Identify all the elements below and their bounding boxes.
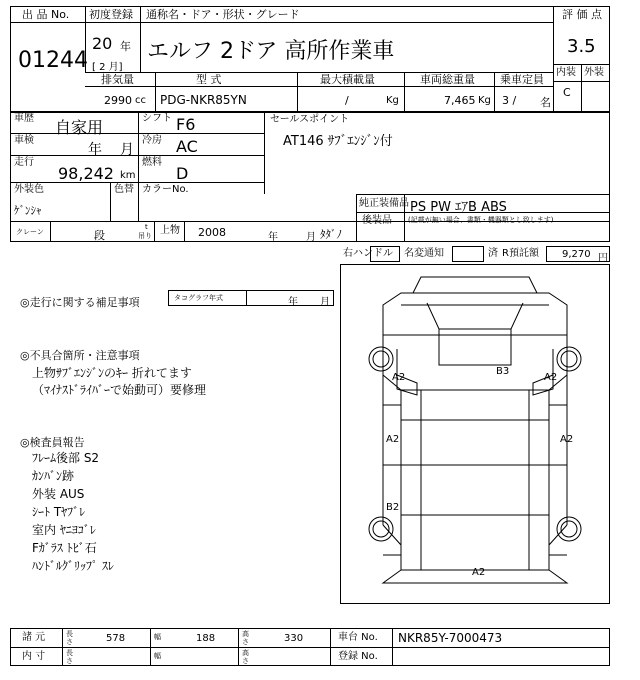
length-value: 578 <box>106 633 126 644</box>
ac-label: 冷房 <box>142 135 162 146</box>
year-unit: 年 <box>120 40 131 53</box>
divider <box>553 6 554 112</box>
divider <box>10 133 264 134</box>
inspector-line: 室内 ﾔﾆﾖｺﾞﾚ <box>32 523 96 537</box>
height-label: 高さ <box>242 630 249 646</box>
displacement-label: 排気量 <box>101 73 134 86</box>
model-code-value: PDG-NKR85YN <box>160 93 247 107</box>
inspector-line: ｶﾝﾊﾞﾝ跡 <box>32 469 75 483</box>
divider <box>150 628 151 666</box>
fuel-label: 燃料 <box>142 157 162 168</box>
divider <box>494 72 495 112</box>
divider <box>356 194 610 195</box>
dims-label: 諸 元 <box>22 632 46 643</box>
chassis-label: 車台 No. <box>338 632 378 643</box>
gross-weight-label: 車両総重量 <box>420 73 475 86</box>
model-name: エルフ 2ドア 高所作業車 <box>147 39 395 64</box>
inspector-line: ﾌﾚｰﾑ後部 S2 <box>32 451 100 465</box>
divider <box>356 194 357 242</box>
divider <box>138 112 139 222</box>
defects-title: ◎不具合箇所・注意事項 <box>20 349 140 362</box>
inspection-label: 車検 <box>14 135 34 146</box>
defect-line: （ﾏｲﾅｽﾄﾞﾗｲﾊﾞｰで始動可）要修理 <box>32 383 207 397</box>
max-load-value: / <box>345 94 349 107</box>
sales-point-label: セールスポイント <box>270 114 350 125</box>
accessories-note: (記載が無い場合、書類・機器類とし致します) <box>408 216 554 224</box>
divider <box>10 22 85 23</box>
inspector-line: ﾊﾝﾄﾞﾙｸﾞﾘｯﾌﾟ ｽﾚ <box>32 559 114 573</box>
max-load-unit: Kg <box>386 95 399 106</box>
body-year: 2008 <box>198 226 226 239</box>
fuel-value: D <box>176 164 189 183</box>
divider <box>246 290 247 306</box>
sales-point-text: AT146 ｻﾌﾞｴﾝｼﾞﾝ付 <box>283 134 393 149</box>
divider <box>140 6 141 72</box>
mileage-value: 98,242 <box>58 164 114 183</box>
damage-mark: A2 <box>544 372 558 383</box>
history-value: 自家用 <box>55 118 104 137</box>
score-value: 3.5 <box>567 36 596 57</box>
capacity-label: 乗車定員 <box>500 73 544 86</box>
divider <box>10 182 264 183</box>
shift-value: F6 <box>176 115 196 134</box>
interior-dims-label: 内 寸 <box>22 651 46 662</box>
width-label: 幅 <box>154 633 161 641</box>
inspection-month: 月 <box>120 142 134 158</box>
damage-mark: A2 <box>392 372 406 383</box>
crane-t: t <box>145 223 148 231</box>
reg-label: 登録 No. <box>338 651 378 662</box>
tacho-label: タコグラフ年式 <box>174 294 223 302</box>
body-maker: ﾀﾀﾞﾉ <box>320 228 342 241</box>
history-label: 車歴 <box>14 113 34 124</box>
crane-lift: 吊り <box>138 232 152 240</box>
tacho-year: 年 <box>288 297 298 308</box>
divider <box>264 112 265 194</box>
r-deposit-label: R預託額 <box>502 248 539 259</box>
chassis-value: NKR85Y-7000473 <box>398 631 503 645</box>
damage-mark: A2 <box>560 434 574 445</box>
mileage-label: 走行 <box>14 157 34 168</box>
interior-label: 内装 <box>556 67 576 78</box>
width-value: 188 <box>196 633 216 644</box>
defect-line: 上物ｻﾌﾞｴﾝｼﾞﾝのｷｰ 折れてます <box>32 366 192 380</box>
divider <box>330 628 331 666</box>
inspector-title: ◎検査員報告 <box>20 436 85 449</box>
r-deposit-unit: 円 <box>598 253 608 264</box>
damage-mark: A2 <box>472 567 486 578</box>
exterior-label: 外装 <box>584 67 604 78</box>
deposit-label: 済 <box>488 248 498 259</box>
name-change-label: 名変通知 <box>404 248 444 259</box>
inspector-line: ｼｰﾄ Tﾔﾌﾞﾚ <box>32 505 86 519</box>
divider <box>110 182 111 221</box>
divider <box>392 628 393 666</box>
score-label: 評 価 点 <box>562 8 602 21</box>
divider <box>154 221 155 242</box>
divider <box>184 221 185 242</box>
mileage-unit: km <box>120 170 136 181</box>
displacement-unit: cc <box>135 95 146 106</box>
ext-color-label: 外装色 <box>14 184 44 195</box>
ext-color-value: ｹﾞﾝｼｬ <box>14 204 42 217</box>
ac-value: AC <box>176 137 198 156</box>
body-label: 上物 <box>160 225 180 236</box>
in-height-label: 高さ <box>242 649 249 665</box>
divider <box>10 155 264 156</box>
divider <box>85 22 553 23</box>
damage-mark: B2 <box>386 502 400 513</box>
in-width-label: 幅 <box>154 652 161 660</box>
body-year-unit: 年 <box>268 232 278 243</box>
height-value: 330 <box>284 633 304 644</box>
crane-label: クレーン <box>16 228 44 236</box>
gross-weight-value: 7,465 <box>444 94 476 107</box>
lot-number: 01244 <box>18 48 88 73</box>
model-header-label: 通称名・ドア・形状・グレード <box>146 8 300 21</box>
divider <box>553 81 610 82</box>
capacity-value: 3 / <box>502 94 517 107</box>
max-load-label: 最大積載量 <box>320 73 375 86</box>
inspection-year: 年 <box>88 142 102 158</box>
rhd-label: 右ハンドル <box>343 248 393 259</box>
shift-label: シフト <box>142 113 172 124</box>
divider <box>50 221 51 242</box>
body-month-unit: 月 <box>306 232 316 243</box>
equipment-value: PS PW ｴｱB ABS <box>410 200 507 215</box>
driving-title: ◎走行に関する補足事項 <box>20 296 140 309</box>
displacement-value: 2990 <box>104 94 132 107</box>
equipment-label: 純正装備品 <box>359 198 409 209</box>
divider <box>155 72 156 112</box>
crane-steps: 段 <box>94 229 105 242</box>
divider <box>404 72 405 112</box>
divider <box>581 64 582 112</box>
divider <box>10 647 610 648</box>
year-value: 20 <box>92 34 113 53</box>
interior-value: C <box>563 86 571 99</box>
length-label: 長さ <box>66 630 73 646</box>
color-change-label: 色替 <box>114 184 134 195</box>
damage-mark: B3 <box>496 366 510 377</box>
first-reg-label: 初度登録 <box>89 8 133 21</box>
model-code-label: 型 式 <box>196 73 222 86</box>
capacity-unit: 名 <box>540 96 551 109</box>
in-length-label: 長さ <box>66 649 73 665</box>
tacho-month: 月 <box>320 297 330 308</box>
r-deposit-value: 9,270 <box>562 249 591 260</box>
name-change-box <box>452 246 484 262</box>
divider <box>238 628 239 666</box>
color-no-label: カラーNo. <box>142 184 189 195</box>
damage-mark: A2 <box>386 434 400 445</box>
month-value: [ 2 月] <box>92 62 123 73</box>
gross-weight-unit: Kg <box>478 95 491 106</box>
accessories-label: 後装品 <box>362 215 392 226</box>
lot-label: 出 品 No. <box>22 8 70 21</box>
inspector-line: 外装 AUS <box>32 487 85 501</box>
divider <box>62 628 63 666</box>
divider <box>297 72 298 112</box>
inspector-line: Fｶﾞﾗｽ ﾄﾋﾞ石 <box>32 541 97 555</box>
